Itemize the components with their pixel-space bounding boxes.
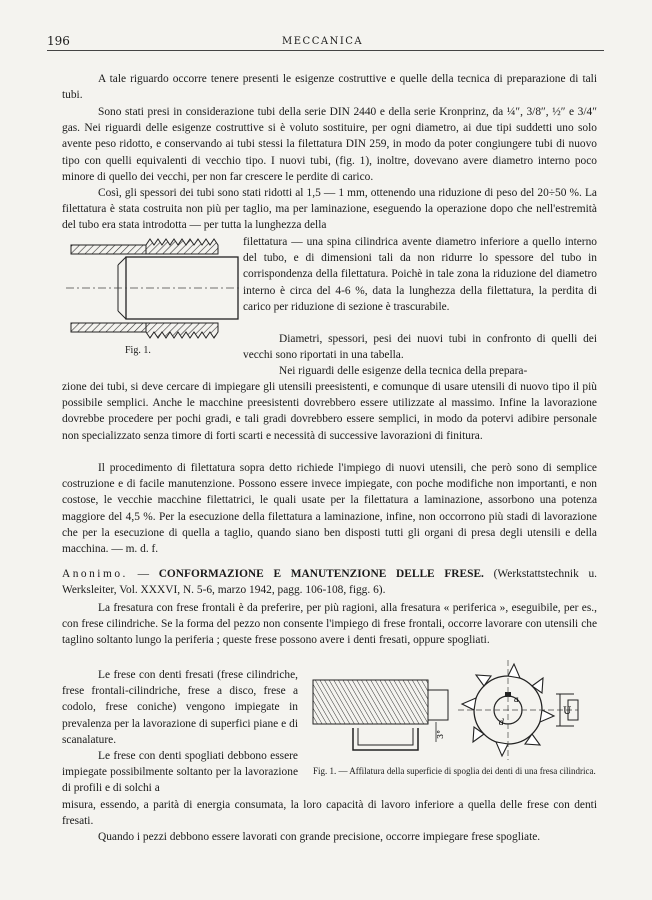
paragraph: Le frese con denti spogliati debbono essere impiegate possibilmente soltanto per la lavorazione di profili e di solchi a <box>62 750 298 795</box>
paragraph: zione dei tubi, si deve cercare di impiegare gli utensili preesistenti, e comunque di usare utensili di nuovo tipo il più possibile semplici. Anche le macchine preesistenti dovrebbero essere utilizzate al massimo. Infine la lavorazione dovrebbe procedere per pochi gradi, e tali gradi dovrebbero essere semplici, in modo da potervi adibire personale non specializzato senza timore di forti scarti e necessità di successive lavorazioni di finitura. <box>62 381 597 442</box>
article-title: CONFORMAZIONE E MANUTENZIONE DELLE FRESE. <box>158 568 484 580</box>
header-rule <box>47 50 604 51</box>
figure-milling-cutter <box>308 660 600 762</box>
figure-threaded-tube <box>66 237 241 341</box>
article-heading <box>62 566 597 598</box>
paragraph: Così, gli spessori dei tubi sono stati ridotti al 1,5 — 1 mm, ottenendo una riduzione di peso del 20÷50 %. La filettatura è stata costruita non più per taglio, ma per laminazione, eseguendo la operazione dopo che nell'estremità del tubo era stata introdotta — per tutta la lunghezza della <box>62 187 597 232</box>
article-source: (Werkstattstechnik u. Werksleiter, Vol. XXXVI, N. 5-6, marzo 1942, pagg. 106-108, figg. 6). <box>62 568 598 597</box>
label-angle: 3° <box>436 729 445 739</box>
label-d: d <box>499 718 505 727</box>
figure-caption: Fig. 1. <box>125 345 151 356</box>
paragraph: Diametri, spessori, pesi dei nuovi tubi in confronto di quelli dei vecchi sono riportati in una tabella. <box>243 333 597 362</box>
paragraph: La fresatura con frese frontali è da preferire, per più ragioni, alla fresatura « periferica », eseguibile, per es., con frese cilindriche. Se la forma del pezzo non consente l'impiego di frese frontali, occorre lavorare con utensili che taglino soltanto lungo la periferia ; queste frese possono avere i denti fresati, oppure spogliati. <box>62 602 597 647</box>
paragraph: Le frese con denti fresati (frese cilindriche, frese frontali-cilindriche, frese a disco, frese a codolo, frese coniche) vengono impiegate in prevalenza per la lavorazione di superfici piane e di scanalature. <box>62 669 298 746</box>
heading-dash: — <box>127 568 159 580</box>
label-u: U <box>563 706 572 717</box>
running-header: MECCANICA <box>282 36 364 47</box>
page-number: 196 <box>47 34 70 48</box>
paragraph: A tale riguardo occorre tenere presenti le esigenze costruttive e quelle della tecnica di preparazione di tali tubi. <box>62 73 597 102</box>
paragraph: misura, essendo, a parità di energia consumata, la loro capacità di lavoro inferiore a quella delle frese con denti fresati. <box>62 799 597 828</box>
paragraph: Nei riguardi delle esigenze della tecnica della prepara- <box>279 365 528 377</box>
article-author: Anonimo. <box>62 568 128 580</box>
paragraph: filettatura — una spina cilindrica avente diametro inferiore a quello interno del tubo, e di dimensioni tali da non ridurre lo spessore del tubo in corrispondenza della filettatura. Poichè in tale zona la riduzione del diametro interno è circa del 4-6 %, data la lunghezza della filettatura, la perdita di carico per riduzione di sezione è trascurabile. <box>243 236 597 313</box>
paragraph: Il procedimento di filettatura sopra detto richiede l'impiego di nuovi utensili, che però sono di semplice costruzione e di facile manutenzione. Possono essere invece impiegate, con poche modifiche non importanti, e non costose, le vecchie macchine filettatrici, le quali usate per la filettatura a laminazione, assorbono una potenza maggiore del 4,5 %. Per la esecuzione della filettatura a laminazione, infine, non occorrono più stadi di lavorazione che per la esecuzione di quella a taglio, quando siano ben disposti tutti gli organi di presa degli utensili e della macchina. — m. d. f. <box>62 462 597 556</box>
label-a: a <box>514 695 519 704</box>
paragraph: Quando i pezzi debbono essere lavorati con grande precisione, occorre impiegare frese spogliate. <box>98 831 541 843</box>
paragraph: Sono stati presi in considerazione tubi della serie DIN 2440 e della serie Kronprinz, da ¼″, 3/8″, ½″ e 3/4″ gas. Nei riguardi delle esigenze costruttive si è voluto sostituire, per ogni diametro, ai due tipi suddetti uno solo avente peso ridotto, e conservando ai tubi stessi la filettatura DIN 259, in modo da poter congiungere tubi di nuovo tipo con quelli equivalenti di vecchio tipo. I nuovi tubi, (fig. 1), inoltre, dovevano avere diametro interno poco minore di quello dei vecchi, per non far crescere le perdite di carico. <box>62 106 597 183</box>
figure-caption: Fig. 1. — Affilatura della superficie di spoglia dei denti di una fresa cilindrica. <box>313 766 596 776</box>
